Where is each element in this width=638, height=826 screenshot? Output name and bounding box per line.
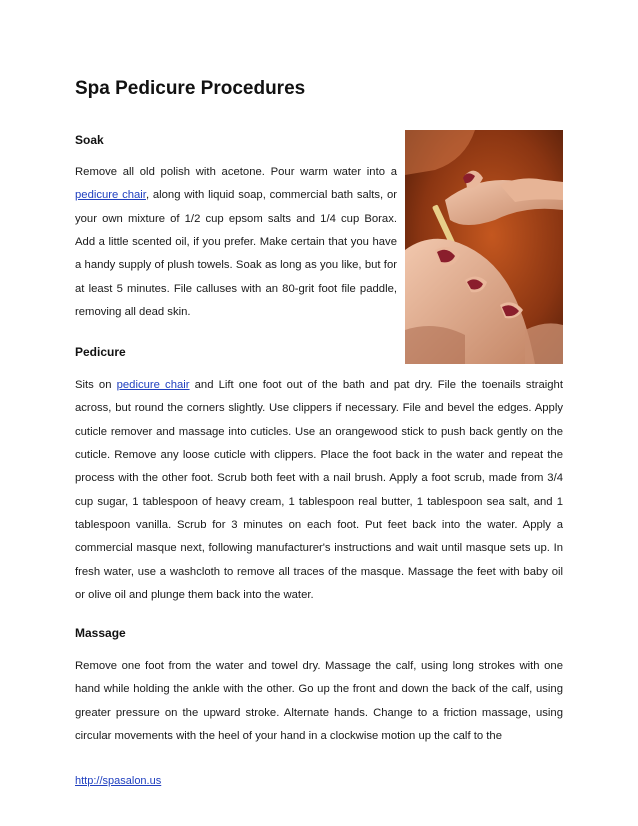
pedicure-text-end: and Lift one foot out of the bath and pat dry. File the toenails straight across, but round the corners slightly. Use clippers if necessary. File and bevel the edges. Apply cuticle remover and massage into cuticles. Use an orangewood stick to push back gently on the cuticle. Remove any loose cuticle with clippers. Place the foot back in the water and repeat the process with the other foot. Scrub both feet with a nail brush. Apply a foot scrub, made from 3/4 cup sugar, 1 tablespoon of heavy cream, 1 tablespoon real butter, 1 tablespoon sea salt, and 1 tablespoon vanilla. Scrub for 3 minutes on each foot. Put feet back into the water. Apply a commercial masque next, following manufacturer's instructions and wait until masque sets up. In fresh water, use a washcloth to remove all traces of the masque. Massage the feet with baby oil or olive oil and plunge them back into the water.	[75, 379, 563, 602]
pedicure-photo-illustration	[405, 130, 563, 364]
soak-paragraph	[75, 161, 397, 324]
soak-text-start: Remove all old polish with acetone. Pour warm water into a	[75, 166, 397, 178]
page-title: Spa Pedicure Procedures	[75, 78, 306, 99]
pedicure-text-start: Sits on	[75, 379, 117, 391]
footer-url-link[interactable]: http://spasalon.us	[75, 775, 162, 787]
pedicure-chair-link[interactable]: pedicure chair	[75, 189, 146, 202]
pedicure-photo	[405, 130, 563, 364]
section-heading-massage: Massage	[75, 626, 126, 640]
section-heading-pedicure: Pedicure	[75, 345, 126, 359]
massage-paragraph: Remove one foot from the water and towel dry. Massage the calf, using long strokes with one hand while holding the ankle with the other. Go up the front and down the back of the calf, using greater pressure on the upward stroke. Alternate hands. Change to a friction massage, using circular movements with the heel of your hand in a clockwise motion up the calf to the	[75, 660, 563, 743]
soak-text-end: , along with liquid soap, commercial bath salts, or your own mixture of 1/2 cup epsom salts and 1/4 cup Borax. Add a little scented oil, if you prefer. Make certain that you have a handy supply of plush towels. Soak as long as you like, but for at least 5 minutes. File calluses with an 80-grit foot file paddle, removing all dead skin.	[75, 189, 397, 319]
pedicure-chair-link-2[interactable]: pedicure chair	[116, 379, 190, 391]
pedicure-paragraph	[75, 374, 563, 607]
footer	[75, 775, 161, 787]
section-heading-soak: Soak	[75, 133, 104, 147]
